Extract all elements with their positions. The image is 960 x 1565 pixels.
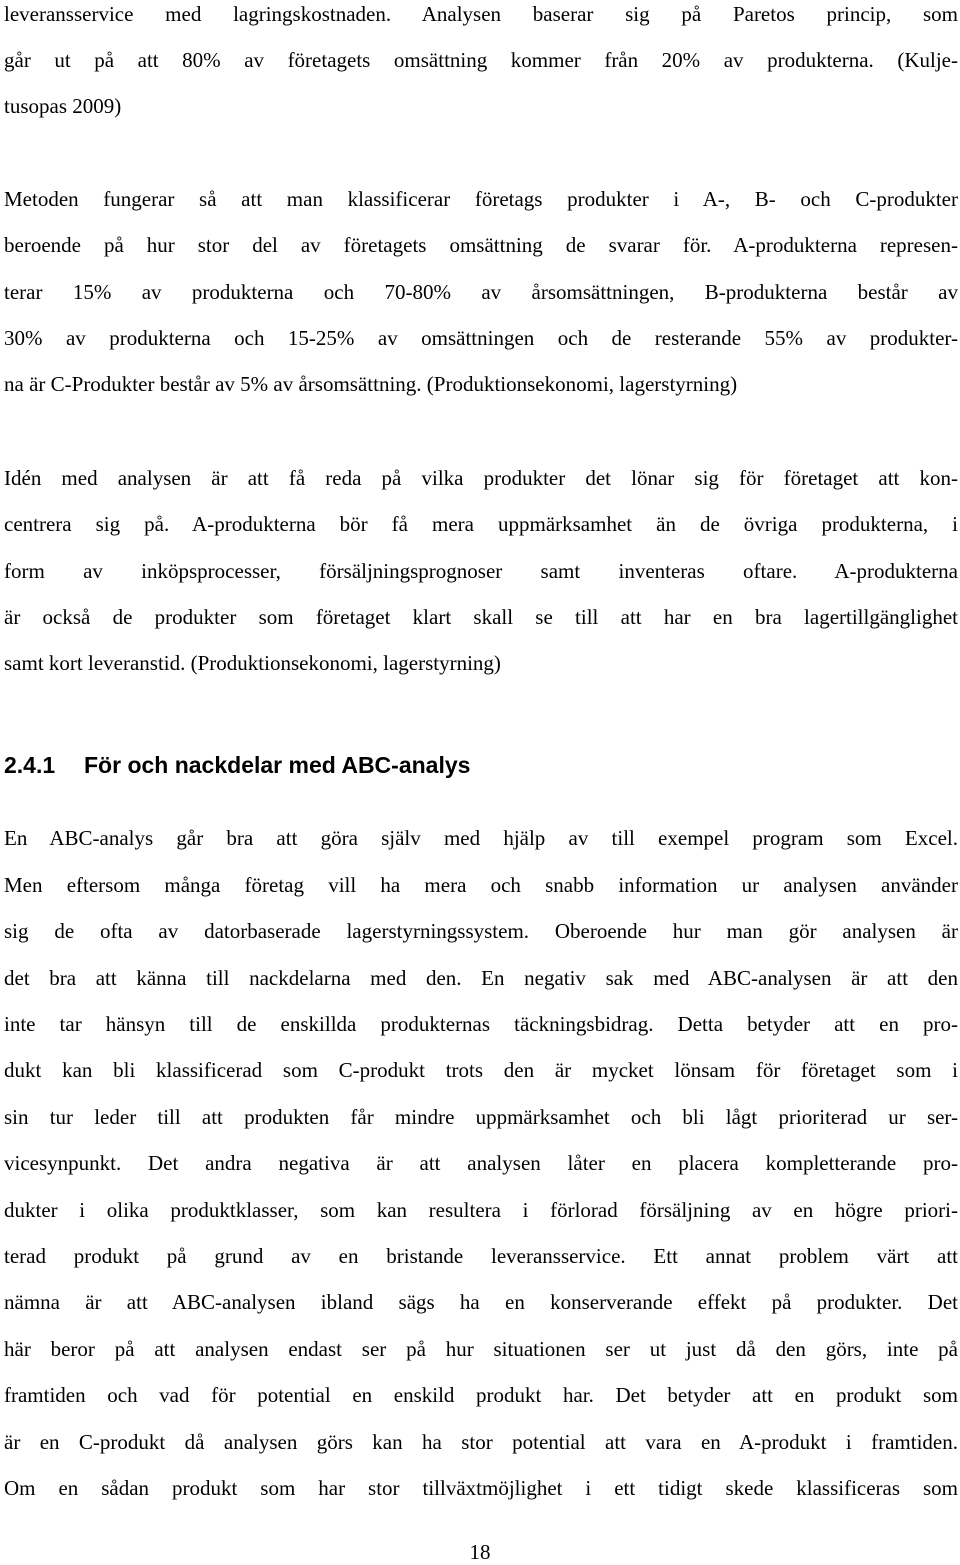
paragraph-2-line-4: 30% av produkterna och 15-25% av omsättningen och de resterande 55% av produkter-: [4, 326, 958, 350]
paragraph-1-line-3: tusopas 2009): [4, 94, 122, 118]
page-number: 18: [469, 1540, 491, 1564]
section-number: 2.4.1: [4, 752, 56, 778]
paragraph-3-line-5: samt kort leveranstid. (Produktionsekonomi, lagerstyrning): [4, 651, 501, 675]
section-paragraph-line-8: vicesynpunkt. Det andra negativa är att analysen låter en placera kompletterande pro-: [4, 1151, 958, 1175]
paragraph-3-line-3: form av inköpsprocesser, försäljningsprognoser samt inventeras oftare. A-produkterna: [4, 559, 958, 583]
paragraph-1-line-1: leveransservice med lagringskostnaden. Analysen baserar sig på Paretos princip, som: [4, 2, 958, 26]
paragraph-2-line-5: na är C-Produkter består av 5% av årsomsättning. (Produktionsekonomi, lagerstyrning): [4, 372, 738, 396]
section-paragraph-line-10: terad produkt på grund av en bristande leveransservice. Ett annat problem värt att: [4, 1244, 958, 1268]
paragraph-3-line-2: centrera sig på. A-produkterna bör få mera uppmärksamhet än de övriga produkterna, i: [4, 512, 958, 536]
section-paragraph-line-4: det bra att känna till nackdelarna med den. En negativ sak med ABC-analysen är att den: [4, 966, 958, 990]
section-paragraph-line-6: dukt kan bli klassificerad som C-produkt trots den är mycket lönsam för företaget som i: [4, 1058, 958, 1082]
section-paragraph-line-15: Om en sådan produkt som har stor tillväxtmöjlighet i ett tidigt skede klassificeras som: [4, 1476, 958, 1500]
section-paragraph-line-3: sig de ofta av datorbaserade lagerstyrningssystem. Oberoende hur man gör analysen är: [4, 919, 958, 943]
paragraph-2-line-1: Metoden fungerar så att man klassificerar företags produkter i A-, B- och C-produkter: [4, 187, 958, 211]
section-paragraph-line-14: är en C-produkt då analysen görs kan ha stor potential att vara en A-produkt i framtiden.: [4, 1430, 958, 1454]
paragraph-3-line-1: Idén med analysen är att få reda på vilka produkter det lönar sig för företaget att kon-: [4, 466, 958, 490]
paragraph-2-line-2: beroende på hur stor del av företagets omsättning de svarar för. A-produkterna represen-: [4, 233, 958, 257]
paragraph-1-line-2: går ut på att 80% av företagets omsättning kommer från 20% av produkterna. (Kulje-: [4, 48, 958, 72]
section-paragraph-line-9: dukter i olika produktklasser, som kan resultera i förlorad försäljning av en högre priori-: [4, 1198, 958, 1222]
section-paragraph-line-12: här beror på att analysen endast ser på hur situationen ser ut just då den görs, inte på: [4, 1337, 958, 1361]
section-paragraph-line-2: Men eftersom många företag vill ha mera och snabb information ur analysen använder: [4, 873, 958, 897]
section-heading: [4, 751, 470, 779]
section-paragraph-line-7: sin tur leder till att produkten får mindre uppmärksamhet och bli lågt prioriterad ur ser-: [4, 1105, 958, 1129]
section-paragraph-line-13: framtiden och vad för potential en enskild produkt har. Det betyder att en produkt som: [4, 1383, 958, 1407]
section-title: För och nackdelar med ABC-analys: [84, 752, 471, 778]
section-paragraph-line-5: inte tar hänsyn till de enskillda produkternas täckningsbidrag. Detta betyder att en pro-: [4, 1012, 958, 1036]
section-paragraph-line-11: nämna är att ABC-analysen ibland sägs ha en konserverande effekt på produkter. Det: [4, 1290, 958, 1314]
paragraph-2-line-3: terar 15% av produkterna och 70-80% av årsomsättningen, B-produkterna består av: [4, 280, 958, 304]
section-paragraph-line-1: En ABC-analys går bra att göra själv med hjälp av till exempel program som Excel.: [4, 826, 958, 850]
paragraph-3-line-4: är också de produkter som företaget klart skall se till att har en bra lagertillgänglighet: [4, 605, 958, 629]
